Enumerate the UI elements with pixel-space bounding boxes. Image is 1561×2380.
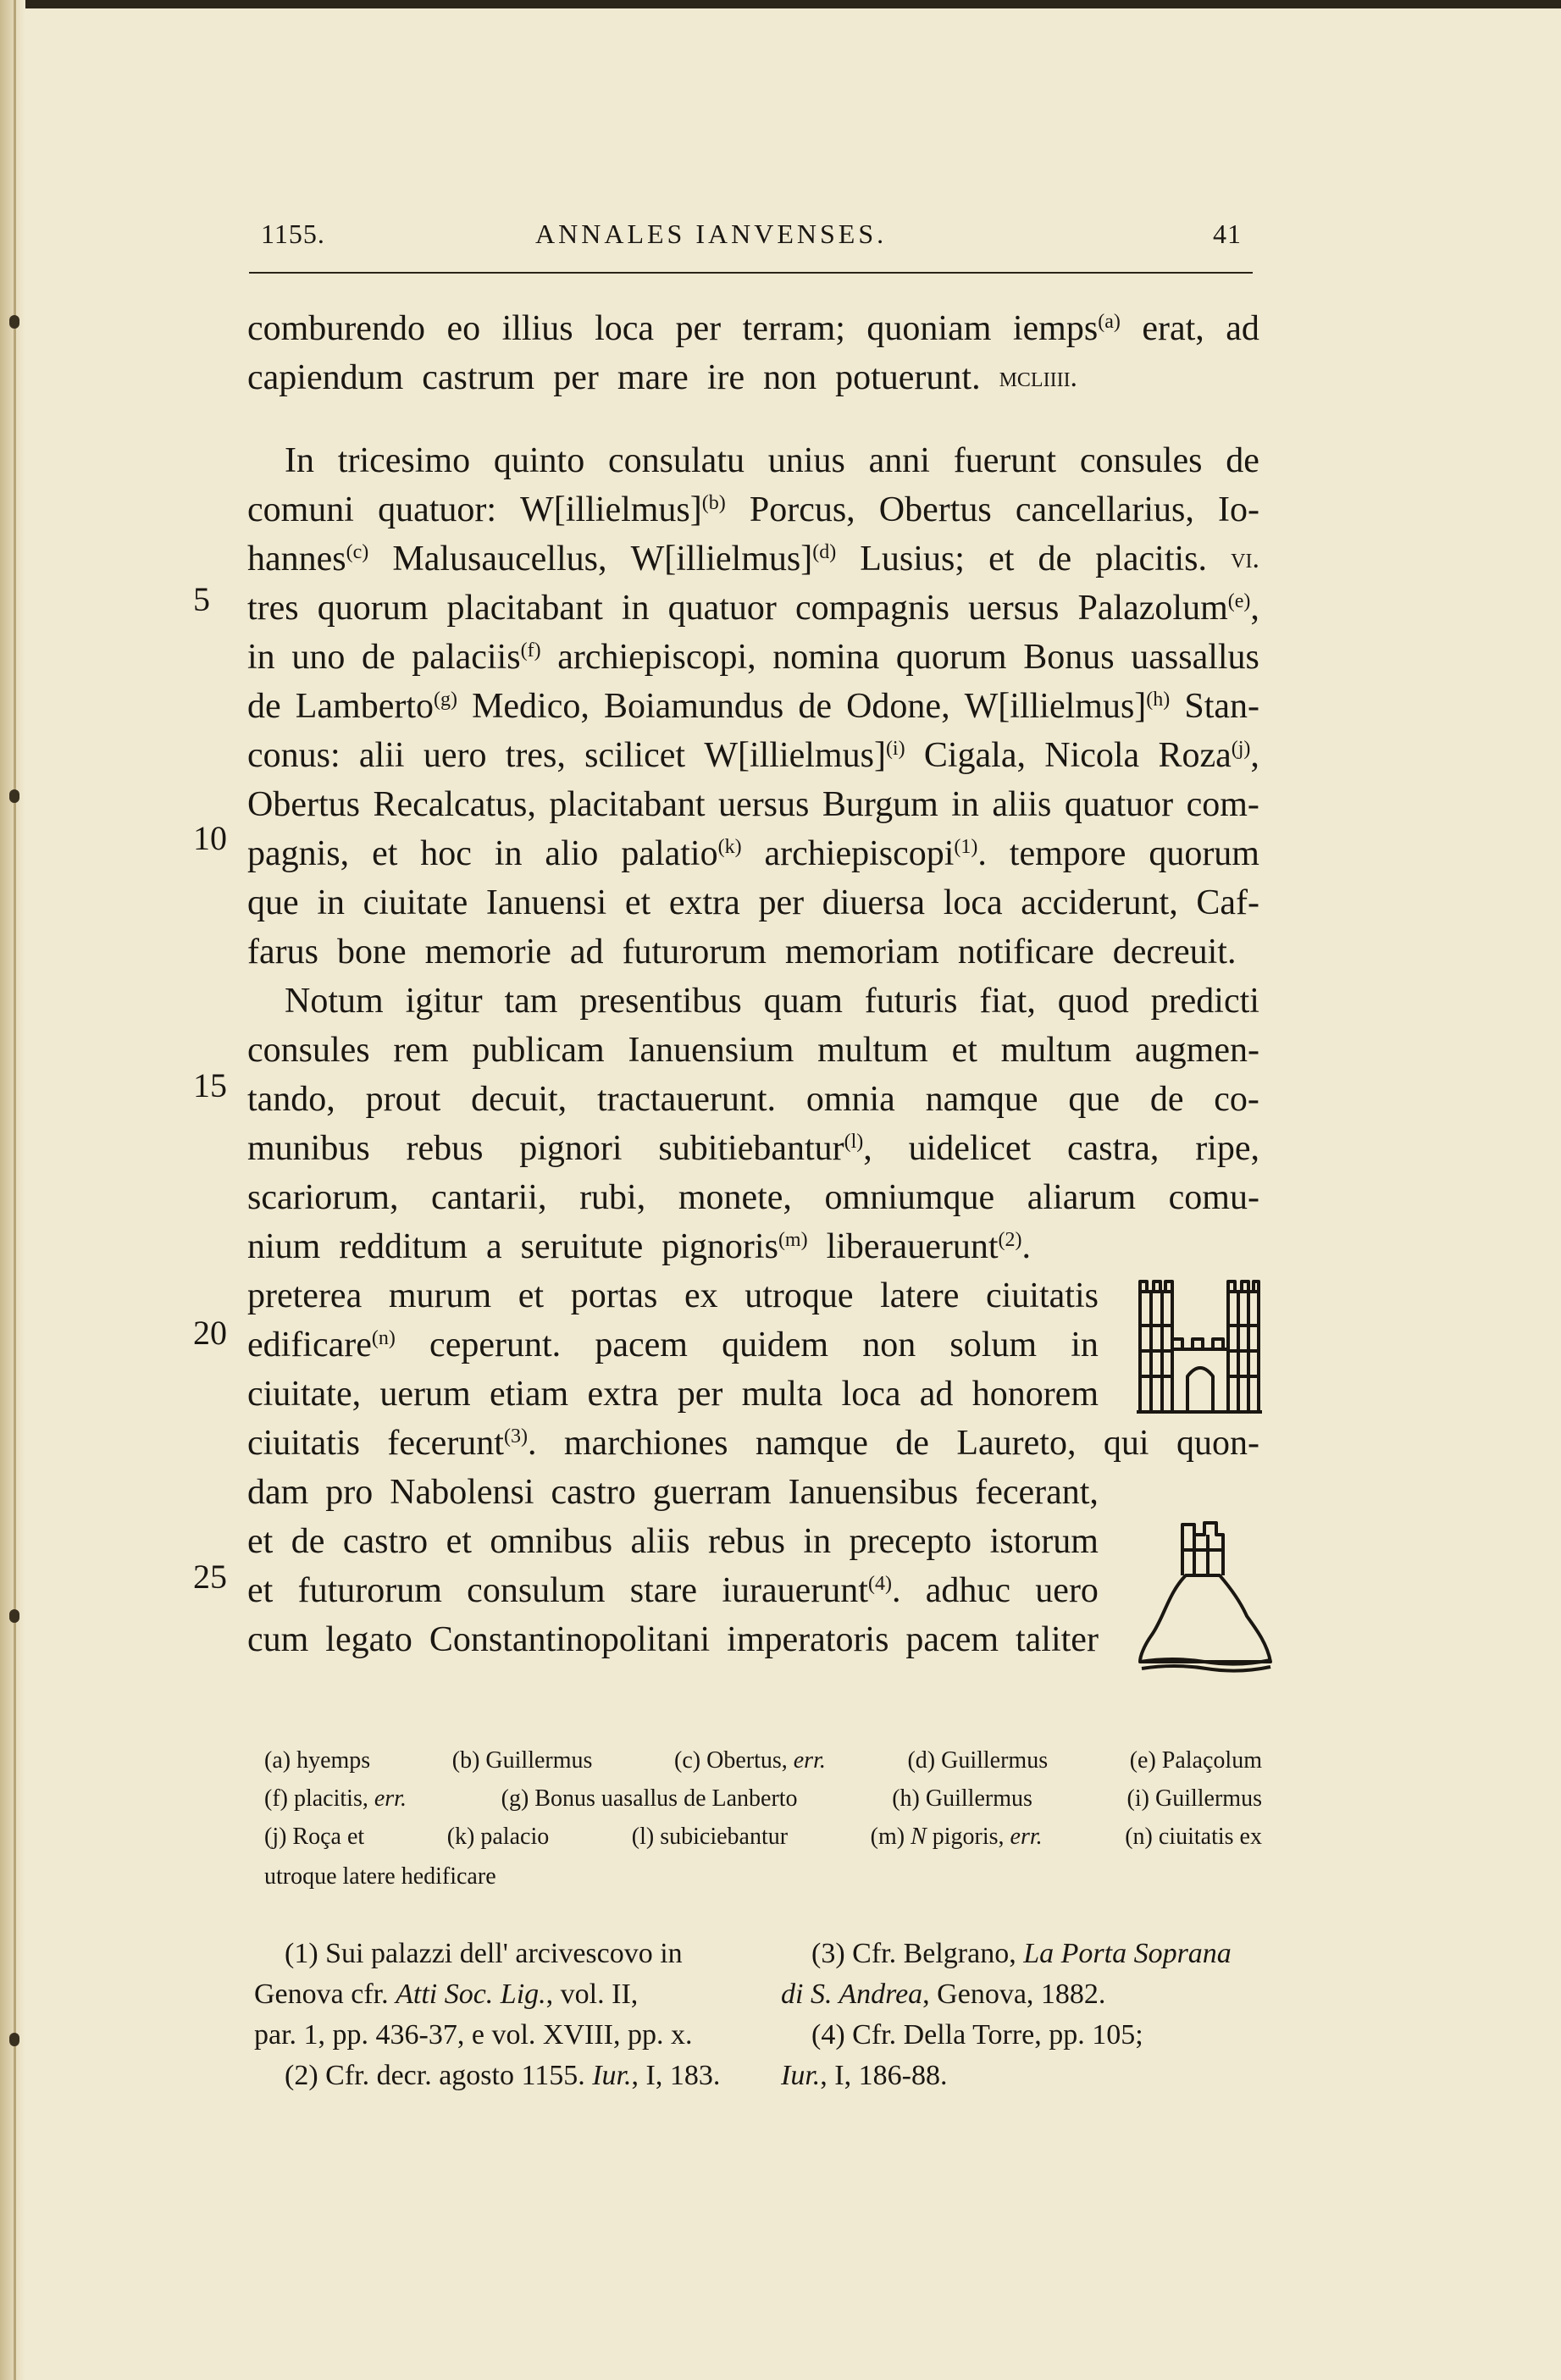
commentary-note-1-cont: Genova cfr. Atti Soc. Lig., vol. II, [254,1979,639,2010]
commentary-note-3-cont: di S. Andrea, Genova, 1882. [781,1979,1106,2010]
text-line: et futurorum consulum stare iurauerunt$^{(4)}$. adhuc uero [247,1571,1099,1610]
text-line: nium redditum a seruitute pignoris$^{(m)}$ liberauerunt$^{(2)}$. [247,1227,1031,1266]
header-rule [249,272,1253,274]
binding-fold [14,0,16,2380]
text-line: edificare$^{(n)}$ ceperunt. pacem quidem non solum in [247,1326,1099,1364]
commentary-note-4-cont: Iur., I, 186-88. [781,2060,948,2091]
header-title: ANNALES IANVENSES. [535,219,888,249]
text-line: conus: alii uero tres, scilicet W[illielmus]$^{(i)}$ Cigala, Nicola Roza$^{(j)}$, [247,736,1259,775]
commentary-right-column [781,1934,1281,2096]
variant-note: (a) hyemps [264,1747,371,1774]
text-line: In tricesimo quinto consulatu unius anni fuerunt consules de [285,441,1259,480]
text-line: ciuitatis fecerunt$^{(3)}$. marchiones namque de Laureto, qui quon- [247,1424,1259,1463]
variant-note: (d) Guillermus [907,1747,1049,1774]
binding-thread [9,2033,19,2046]
variant-note: utroque latere hedificare [264,1863,496,1890]
variant-note: (i) Guillermus [1126,1785,1262,1812]
variant-notes-row-3 [264,1824,1262,1851]
text-line: capiendum castrum per mare ire non potuerunt. mcliiii. [247,358,1078,397]
variant-note: (f) placitis, err. [264,1785,407,1812]
city-gate-illustration [1135,1275,1264,1417]
text-line: Obertus Recalcatus, placitabant uersus Burgum in aliis quatuor com- [247,785,1259,824]
text-line: cum legato Constantinopolitani imperatoris pacem taliter [247,1620,1099,1659]
text-line: Notum igitur tam presentibus quam futuris fiat, quod predicti [285,982,1259,1021]
variant-notes-row-2 [264,1785,1262,1813]
variant-note: (b) Guillermus [451,1747,593,1774]
variant-note: (c) Obertus, err. [674,1747,826,1774]
variant-note: (l) subiciebantur [631,1824,789,1850]
commentary-note-1-cont: par. 1, pp. 436-37, e vol. XVIII, pp. x. [254,2019,693,2051]
page-binding-edge [0,0,25,2380]
text-line: consules rem publicam Ianuensium multum et multum augmen- [247,1031,1259,1070]
commentary-note-2: (2) Cfr. decr. agosto 1155. Iur., I, 183. [285,2060,721,2091]
text-line: que in ciuitate Ianuensi et extra per diuersa loca acciderunt, Caf- [247,883,1259,922]
text-line: tres quorum placitabant in quatuor compagnis uersus Palazolum$^{(e)}$, [247,589,1259,628]
text-line: hannes$^{(c)}$ Malusaucellus, W[illielmus]$^{(d)}$ Lusius; et de placitis. vi. [247,540,1259,578]
page-top-edge [0,0,1561,8]
variant-note: (n) ciuitatis ex [1125,1824,1262,1850]
text-line: ciuitate, uerum etiam extra per multa loca ad honorem [247,1375,1099,1414]
variant-notes-row-1 [264,1747,1262,1774]
text-line: pagnis, et hoc in alio palatio$^{(k)}$ archiepiscopi$^{(1)}$. tempore quorum [247,834,1259,873]
page-number: 41 [1213,219,1242,249]
line-number: 5 [193,580,210,618]
text-line: comburendo eo illius loca per terram; quoniam iemps$^{(a)}$ erat, ad [247,309,1259,348]
text-line: tando, prout decuit, tractauerunt. omnia namque que de co- [247,1080,1259,1119]
variant-note: (k) palacio [446,1824,550,1850]
binding-thread [9,1609,19,1623]
line-number: 25 [193,1558,227,1596]
text-line: comuni quatuor: W[illielmus]$^{(b)}$ Porcus, Obertus cancellarius, Io- [247,490,1259,529]
variant-note: (h) Guillermus [892,1785,1032,1812]
text-line: scariorum, cantarii, rubi, monete, omniumque aliarum comu- [247,1178,1259,1217]
commentary-note-4: (4) Cfr. Della Torre, pp. 105; [811,2019,1143,2051]
line-number: 15 [193,1066,227,1104]
header-year: 1155. [261,219,325,249]
line-number: 20 [193,1314,227,1352]
binding-thread [9,315,19,329]
variant-note: (e) Palaçolum [1129,1747,1262,1774]
text-line: in uno de palaciis$^{(f)}$ archiepiscopi, nomina quorum Bonus uassallus [247,638,1259,677]
text-line: munibus rebus pignori subitiebantur$^{(l)}$, uidelicet castra, ripe, [247,1129,1259,1168]
text-line: farus bone memorie ad futurorum memoriam notificare decreuit. [247,933,1237,971]
commentary-left-column [254,1934,745,2096]
variant-note: (g) Bonus uasallus de Lanberto [501,1785,798,1812]
text-line: de Lamberto$^{(g)}$ Medico, Boiamundus de Odone, W[illielmus]$^{(h)}$ Stan- [247,687,1259,726]
commentary-note-1: (1) Sui palazzi dell' arcivescovo in [285,1938,683,1969]
text-line: preterea murum et portas ex utroque latere ciuitatis [247,1276,1099,1315]
text-line: et de castro et omnibus aliis rebus in precepto istorum [247,1522,1099,1561]
binding-thread [9,789,19,803]
fortress-illustration [1135,1516,1277,1675]
commentary-note-3: (3) Cfr. Belgrano, La Porta Soprana [811,1938,1232,1969]
variant-note: (j) Roça et [264,1824,365,1850]
text-line: dam pro Nabolensi castro guerram Ianuensibus fecerant, [247,1473,1099,1512]
variant-note: (m) N pigoris, err. [870,1824,1043,1850]
line-number: 10 [193,819,227,857]
